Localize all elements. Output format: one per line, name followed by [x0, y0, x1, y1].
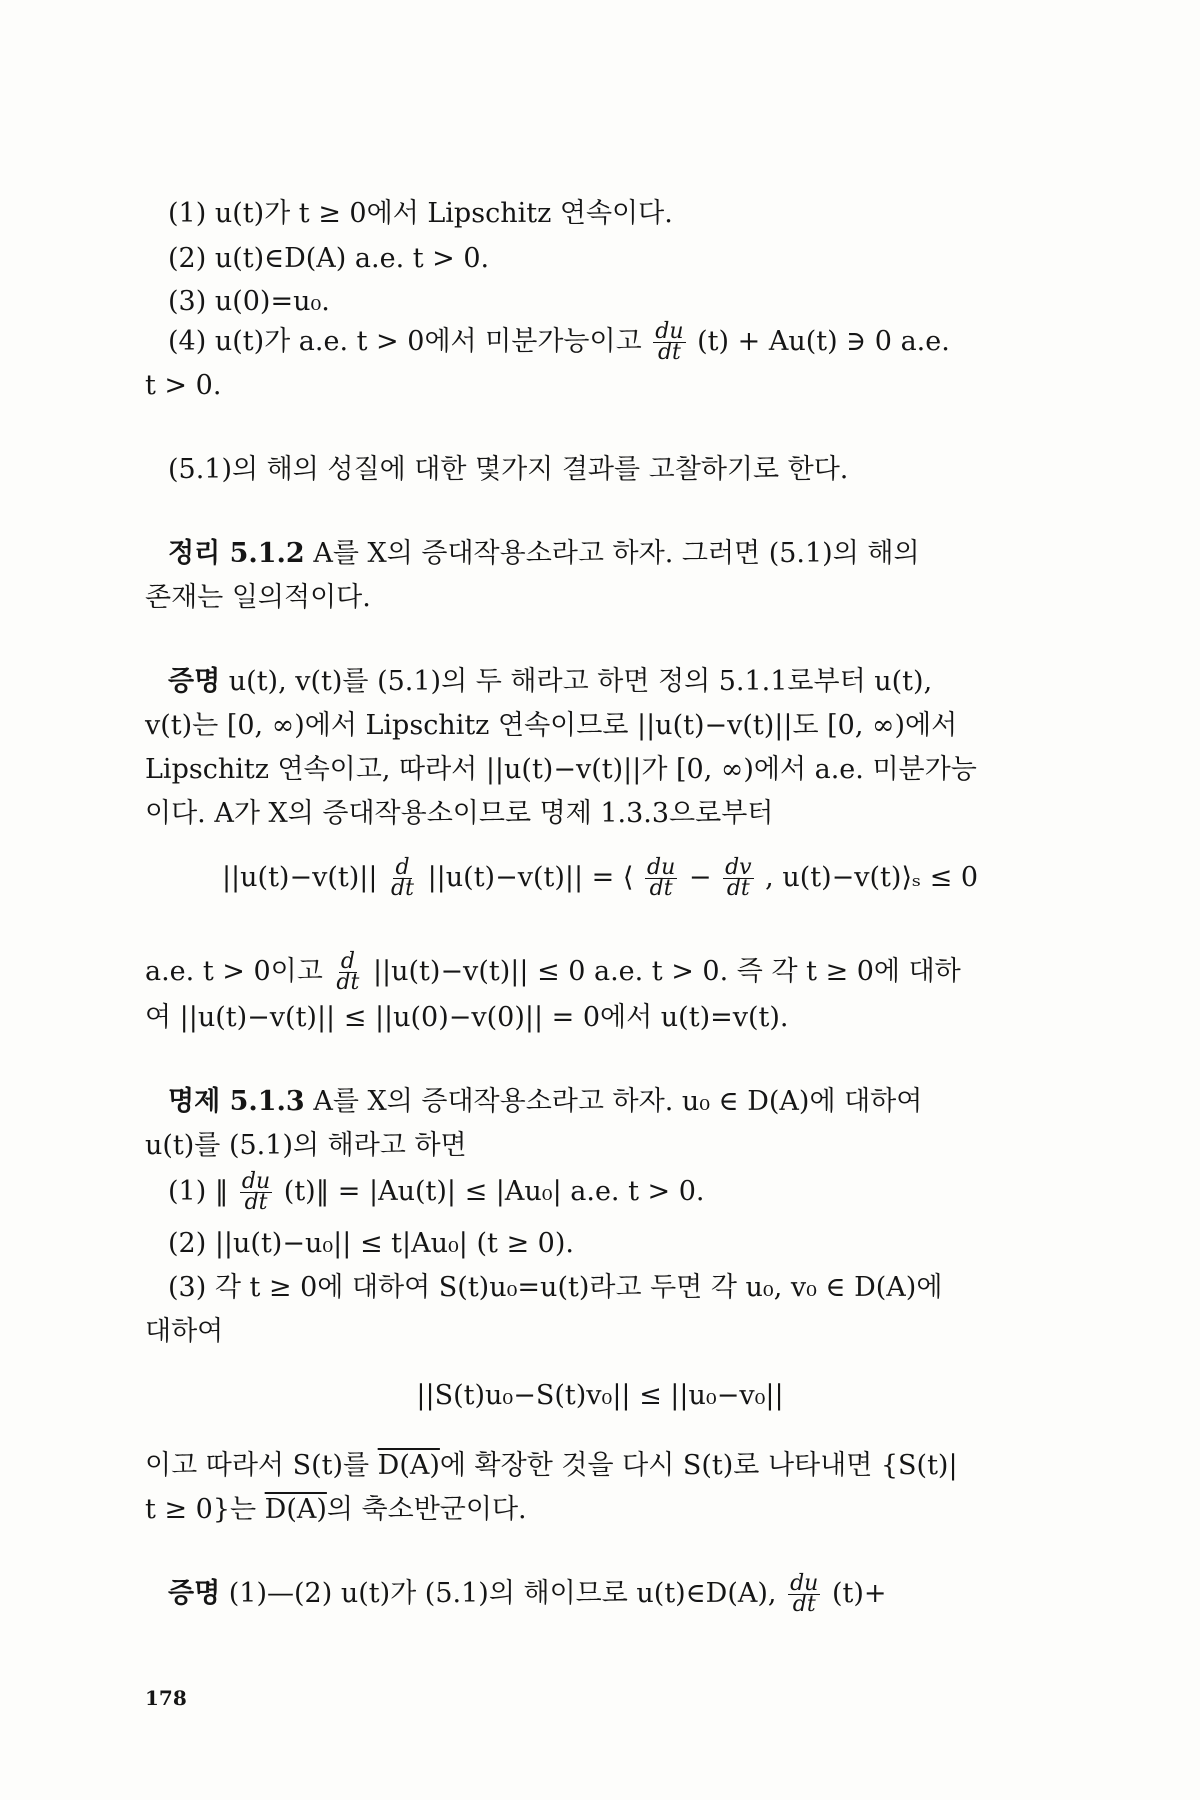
item-1-post: (t)‖ = |Au(t)| ≤ |Au₀| a.e. t > 0. — [283, 1176, 705, 1207]
fraction-numerator: du — [790, 1571, 819, 1596]
fraction-numerator: du — [646, 855, 676, 880]
fraction-numerator: du — [241, 1169, 271, 1194]
condition-4-continued: t > 0. — [145, 370, 222, 401]
fraction-numerator: du — [655, 319, 684, 344]
fraction-dv-dt — [723, 855, 754, 901]
proposition-item-2: (2) ||u(t)−u₀|| ≤ t|Au₀| (t ≥ 0). — [168, 1228, 574, 1259]
after-text-1a: 이고 따라서 S(t)를 — [145, 1450, 370, 1481]
item-1-pre: (1) ‖ — [168, 1176, 229, 1207]
fraction-denominator: dt — [726, 876, 750, 901]
after-text-1b: 에 확장한 것을 다시 S(t)로 나타내면 {S(t)| — [439, 1450, 958, 1481]
closure-da: D(A) — [377, 1450, 440, 1481]
proposition-item-1 — [168, 1169, 705, 1215]
proof-label: 증명 — [168, 1578, 221, 1609]
fraction-du-dt — [788, 1571, 820, 1617]
fraction-numerator: dv — [725, 855, 752, 880]
equation-part: ||u(t)−v(t)|| — [221, 862, 378, 893]
fraction-d-dt — [389, 855, 416, 901]
fraction-denominator: dt — [649, 876, 673, 901]
fraction-denominator: dt — [244, 1190, 268, 1215]
condition-2: (2) u(t)∈D(A) a.e. t > 0. — [168, 243, 490, 274]
fraction-du-dt — [240, 1169, 272, 1215]
condition-4 — [168, 319, 950, 365]
proof-label: 증명 — [168, 666, 221, 697]
condition-3: (3) u(0)=u₀. — [168, 286, 330, 317]
theorem-line-2: 존재는 일의적이다. — [145, 582, 371, 613]
proposition-line-2: u(t)를 (5.1)의 해라고 하면 — [145, 1130, 467, 1161]
fraction-du-dt — [645, 855, 677, 901]
condition-4-text-post: (t) + Au(t) ∋ 0 a.e. — [697, 326, 950, 357]
theorem-line-1 — [168, 536, 920, 572]
proof-1-line-5 — [145, 949, 961, 995]
proof-1-line-6: 여 ||u(t)−v(t)|| ≤ ||u(0)−v(0)|| = 0에서 u(t)=v(t). — [145, 1002, 789, 1033]
proof-1-line-4: 이다. A가 X의 증대작용소이므로 명제 1.3.3으로부터 — [145, 798, 774, 829]
proposition-text-1: A를 X의 증대작용소라고 하자. u₀ ∈ D(A)에 대하여 — [313, 1086, 923, 1117]
proposition-line-1 — [168, 1084, 922, 1120]
equation-part: , u(t)−v(t)⟩ₛ ≤ 0 — [765, 862, 979, 893]
closure-da: D(A) — [264, 1494, 327, 1525]
condition-4-text-pre: (4) u(t)가 a.e. t > 0에서 미분가능이고 — [168, 326, 642, 357]
fraction-numerator: d — [395, 855, 410, 880]
proposition-item-3-continued: 대하여 — [145, 1316, 224, 1347]
proof-2-line-1 — [168, 1571, 887, 1617]
proof-2-text-post: (t)+ — [831, 1578, 887, 1609]
display-equation-2: ||S(t)u₀−S(t)v₀|| ≤ ||u₀−v₀|| — [416, 1380, 784, 1411]
after-text-2b: 의 축소반군이다. — [326, 1494, 527, 1525]
proof-1-line-2: v(t)는 [0, ∞)에서 Lipschitz 연속이므로 ||u(t)−v(t)||도 [0, ∞)에서 — [145, 710, 958, 741]
after-text-2a: t ≥ 0}는 — [145, 1494, 257, 1525]
condition-1: (1) u(t)가 t ≥ 0에서 Lipschitz 연속이다. — [168, 198, 673, 229]
intro-sentence: (5.1)의 해의 성질에 대한 몇가지 결과를 고찰하기로 한다. — [168, 454, 849, 485]
proof-1-text-5-pre: a.e. t > 0이고 — [145, 956, 323, 987]
proposition-after-line-1 — [145, 1448, 958, 1484]
equation-minus: − — [688, 862, 712, 893]
fraction-d-dt — [334, 949, 361, 995]
fraction-denominator: dt — [391, 876, 414, 901]
proof-2-text-pre: (1)—(2) u(t)가 (5.1)의 해이므로 u(t)∈D(A), — [228, 1578, 777, 1609]
page-number: 178 — [145, 1686, 187, 1710]
equation-part: ||u(t)−v(t)|| = ⟨ — [427, 862, 634, 893]
fraction-denominator: dt — [792, 1592, 816, 1617]
fraction-denominator: dt — [336, 970, 360, 995]
display-equation-1 — [0, 855, 1200, 901]
proof-1-line-3: Lipschitz 연속이고, 따라서 ||u(t)−v(t)||가 [0, ∞)에서 a.e. 미분가능 — [145, 754, 977, 785]
proposition-label: 명제 5.1.3 — [168, 1086, 305, 1117]
theorem-text-1: A를 X의 증대작용소라고 하자. 그러면 (5.1)의 해의 — [313, 538, 920, 569]
theorem-label: 정리 5.1.2 — [168, 538, 305, 569]
fraction-denominator: dt — [657, 340, 681, 365]
fraction-du-dt — [653, 319, 685, 365]
proposition-after-line-2 — [145, 1492, 527, 1528]
proof-1-line-1 — [168, 664, 932, 700]
proof-1-text-5-post: ||u(t)−v(t)|| ≤ 0 a.e. t > 0. 즉 각 t ≥ 0에 대하 — [372, 956, 961, 987]
fraction-numerator: d — [340, 949, 355, 974]
proof-1-text-1: u(t), v(t)를 (5.1)의 두 해라고 하면 정의 5.1.1로부터 u(t), — [228, 666, 933, 697]
proposition-item-3: (3) 각 t ≥ 0에 대하여 S(t)u₀=u(t)라고 두면 각 u₀, v₀ ∈ D(A)에 — [168, 1272, 943, 1303]
